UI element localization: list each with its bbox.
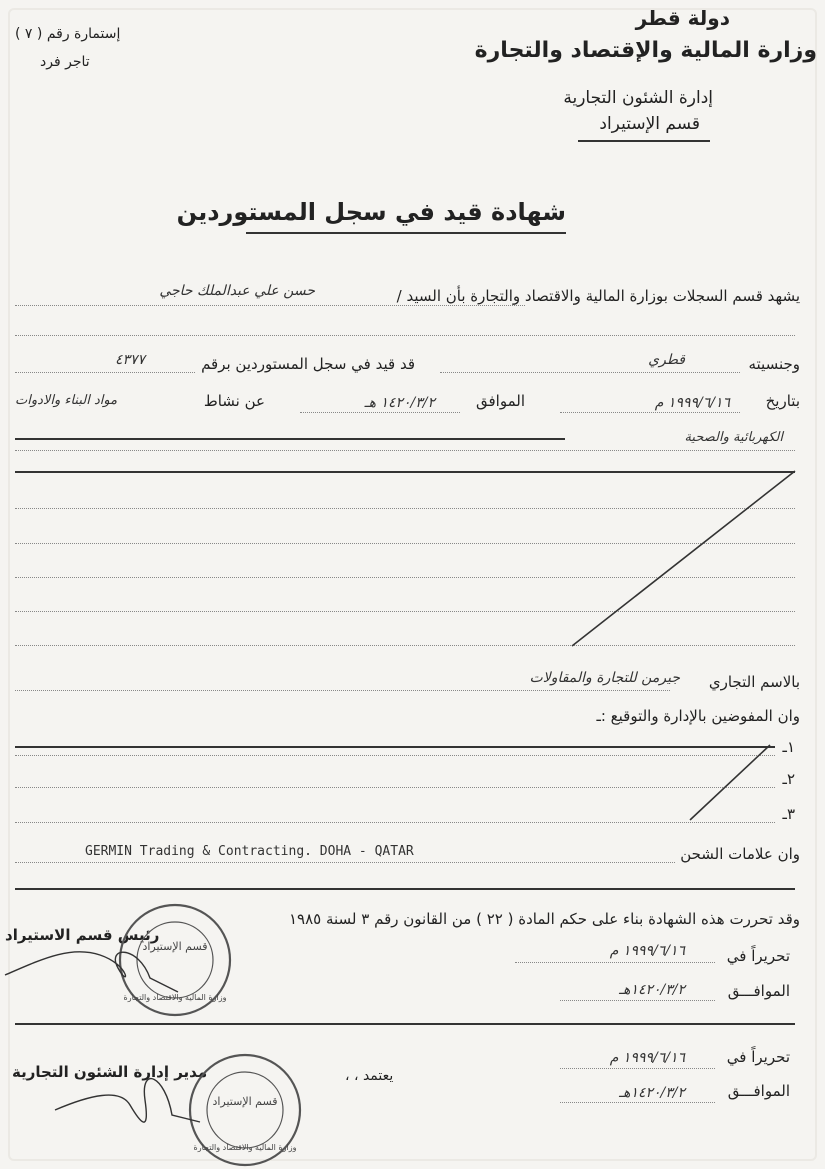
issued-hijri-label: الموافـــق bbox=[727, 982, 790, 1000]
form-number: إستمارة رقم ( ٧ ) bbox=[15, 26, 121, 42]
state-name: دولة قطر bbox=[635, 6, 730, 30]
date-gregorian: ١٩٩٩/٦/١٦ م bbox=[654, 395, 730, 411]
stamp-upper-text: قسم الإستيراد bbox=[142, 940, 208, 953]
nationality-value: قطري bbox=[648, 352, 685, 368]
registry-number: ٤٣٧٧ bbox=[115, 352, 146, 368]
official-stamp-lower bbox=[190, 1055, 300, 1165]
head-signature-title: رئيس قسم الاستيراد bbox=[5, 926, 160, 944]
date-hijri: ١٤٢٠/٣/٢ هـ bbox=[364, 395, 435, 411]
director-signature-scribble bbox=[55, 1079, 200, 1123]
director-signature-title: مدير إدارة الشئون التجارية bbox=[12, 1063, 208, 1081]
section-name: قسم الإستيراد bbox=[599, 114, 700, 134]
issued-hijri: ١٤٢٠/٣/٢هـ bbox=[618, 982, 685, 998]
trade-name-label: بالاسم التجاري bbox=[708, 673, 800, 691]
authorized-number-1: ١ـ bbox=[782, 738, 795, 756]
shipping-label: وان علامات الشحن bbox=[680, 845, 800, 863]
nationality-label: وجنسيته bbox=[748, 355, 800, 373]
issued-date: ١٩٩٩/٦/١٦ م bbox=[609, 943, 685, 959]
approved-date: ١٩٩٩/٦/١٦ م bbox=[609, 1050, 685, 1066]
cross-line-diagonal-2 bbox=[690, 745, 770, 820]
activity-line-1: مواد البناء والادوات bbox=[15, 393, 118, 408]
authorized-number-3: ٣ـ bbox=[782, 805, 795, 823]
stamp-upper-ring-text: وزارة المالية والاقتصاد والتجارة bbox=[123, 993, 227, 1002]
ministry-name: وزارة المالية والإقتصاد والتجارة bbox=[474, 38, 817, 63]
registered-text: قد قيد في سجل المستوردين برقم bbox=[201, 355, 415, 373]
cross-line-diagonal-1 bbox=[572, 471, 795, 646]
approved-label: يعتمد ، ، bbox=[345, 1068, 394, 1084]
date-label: بتاريخ bbox=[765, 392, 800, 410]
stamp-lower-text: قسم الإستيراد bbox=[212, 1095, 278, 1108]
form-type: تاجر فرد bbox=[40, 54, 90, 70]
authorized-number-2: ٢ـ bbox=[782, 770, 795, 788]
shipping-value: GERMIN Trading & Contracting. DOHA - QATAR bbox=[85, 844, 414, 859]
authorized-label: وان المفوضين بالإدارة والتوقيع :ـ bbox=[596, 707, 800, 725]
activity-line-2: الكهربائية والصحية bbox=[684, 430, 783, 445]
approved-hijri: ١٤٢٠/٣/٢هـ bbox=[618, 1085, 685, 1101]
law-text: وقد تحررت هذه الشهادة بناء على حكم المادة ( ٢٢ ) من القانون رقم ٣ لسنة ١٩٨٥ bbox=[288, 910, 800, 928]
head-signature-scribble bbox=[5, 952, 178, 992]
hijri-label: الموافق bbox=[475, 392, 525, 410]
certificate-title: شهادة قيد في سجل المستوردين bbox=[176, 198, 566, 226]
approved-issued-label: تحريراً في bbox=[726, 1048, 790, 1066]
person-name: حسن علي عبدالملك حاجي bbox=[159, 283, 315, 299]
stamp-lower-ring-text: وزارة المالية والاقتصاد والتجارة bbox=[193, 1143, 297, 1152]
department-name: إدارة الشئون التجارية bbox=[563, 88, 713, 108]
approved-hijri-label: الموافـــق bbox=[727, 1082, 790, 1100]
activity-label: عن نشاط bbox=[203, 392, 265, 410]
certify-text: يشهد قسم السجلات بوزارة المالية والاقتصاد والتجارة بأن السيد / bbox=[396, 287, 800, 305]
trade-name-value: جيرمن للتجارة والمقاولات bbox=[529, 670, 680, 686]
issued-label: تحريراً في bbox=[726, 947, 790, 965]
official-stamp-upper bbox=[120, 905, 230, 1015]
